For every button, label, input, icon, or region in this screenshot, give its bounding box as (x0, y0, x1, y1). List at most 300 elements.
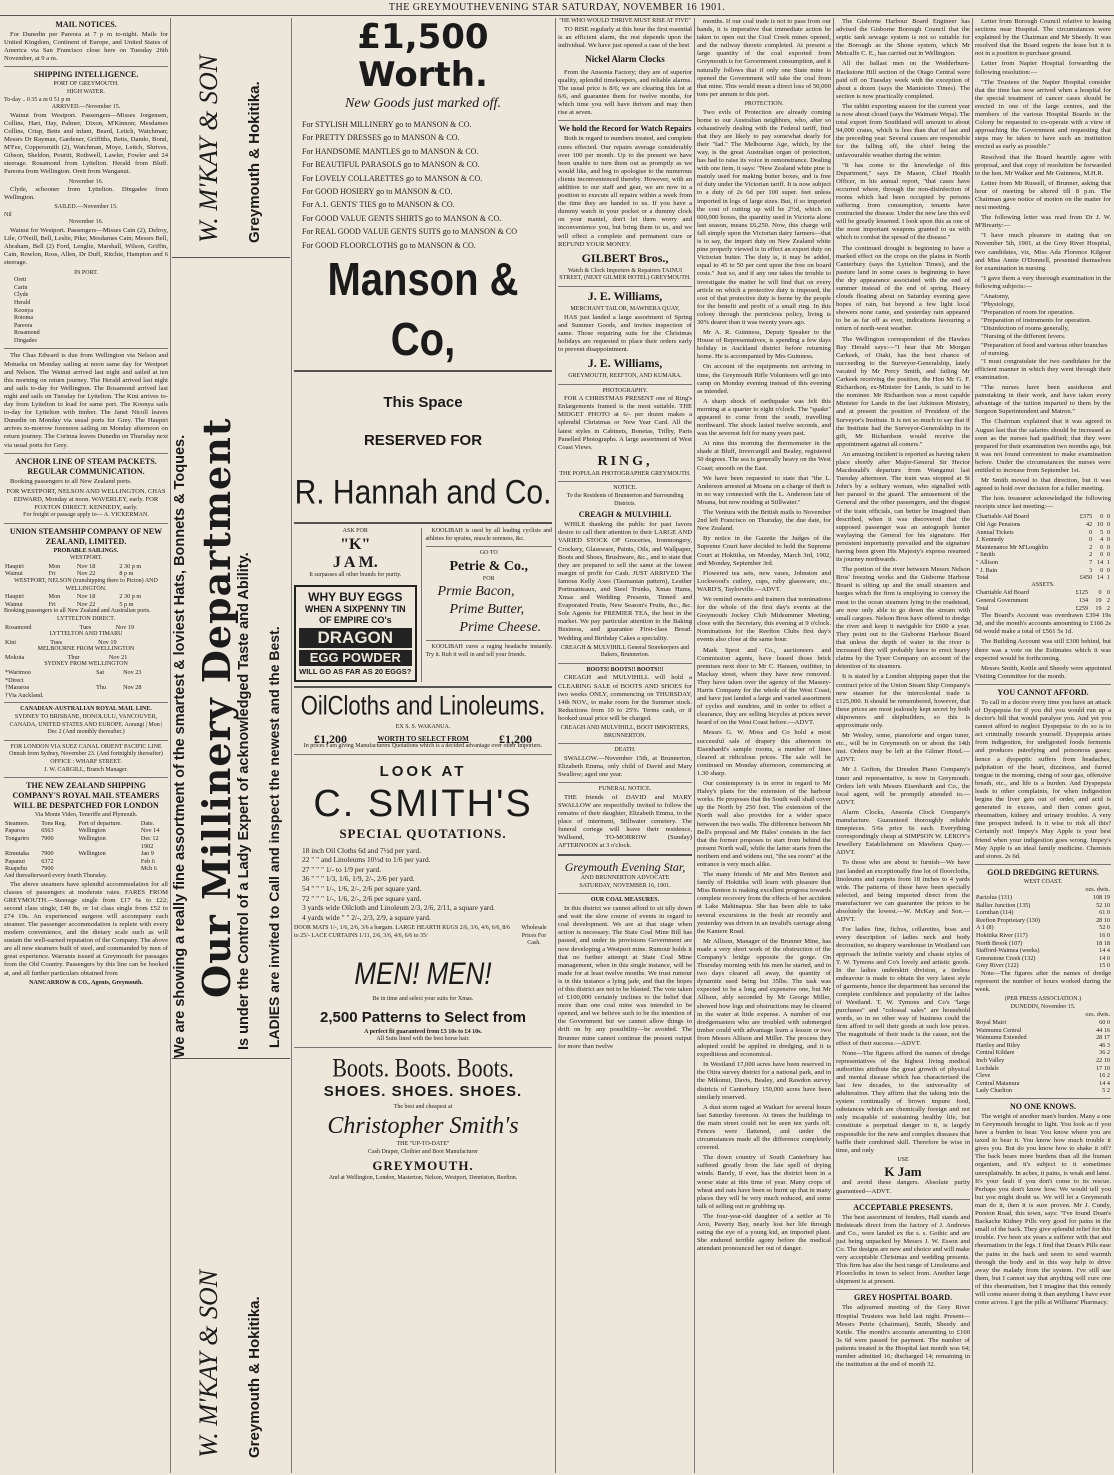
lyttelton-timaru-table (4, 639, 168, 647)
mkay-top: W. M'KAY & SON (194, 54, 223, 243)
millinery-department: Our Millinery Department (194, 417, 239, 998)
clyde-text: Clyde, schooner from Lyttelton. Dingadee from Wellington. (4, 186, 168, 202)
c6-p14: For ladies fine, fichus, collarettes, boas and every description of ladies neck and body decoration, no drapery warehouse in Westland can approach the infinite variety and chaste styles of T. W. Tymons and Co's lovely and artistic goods. In the ladies underskirt division, a tireless endeavour is made to obtain the very latest style of garments, hence the department has secured the complete confidence and popularity of the ladies of Westland. T. W. Tymons and Co's "large purchases" and "colossal sales" are household words, so in no other way of business could the firm afford to sell their goods at such low prices. The magnitude of their trade is the cause, not the effect of their success.—ADVT. (836, 926, 970, 1047)
dredge-row (975, 894, 1111, 902)
nzsc-row-cell: Tongariro (5, 834, 30, 842)
receipt-row (975, 544, 1111, 552)
no-one-knows-head: NO ONE KNOWS. (1009, 1101, 1076, 1111)
manson-item: For GOOD FLOORCLOTHS go to MANSON & CO. (302, 240, 476, 250)
manson-subhead: New Goods just marked off. (345, 96, 501, 111)
sydney-row-cell (95, 677, 122, 685)
look-at: LOOK AT (379, 762, 467, 780)
asset-row-cell: £259 (1075, 604, 1089, 612)
dunedin-row (975, 1049, 1111, 1057)
manson-item: For HANDSOME MANTLES go to MANSON & CO. (302, 146, 479, 156)
record-head: We hold the Record for Watch Repairs (558, 124, 692, 134)
arrived-text: Wainui from Westport. Passengers—Misses Jorgensen, Collins, Hart, Hay, Palmer, Dixon, M'Kinnon; Mesdames Collins, Crisp, Betts and infant, Beard, Leitch, Watchman; Messrs Dr Rayman, Gardener, Griffiths, Betts, Dando, Bond, M'Fee, Coppersmith (2), Watchman, Moye, Leitch, Shrives, Gibson, Sheldon, Pouritt, Rothwell, Lawler, Fowler and 24 steerage. Rosamond from Lyttelton. Herald from Bluff. Pareora from Wellington. Orett from Wanganui. (4, 111, 168, 176)
c6-p15: None—The figures afford the names of dredge representatives of the highest living medical authorities attribute the great growth of physical and mental disease which has characterised the last few decades, to the universality of adulteration. They affirm that the taking into the system continually of brown impure food, substances which are chemically foreign and not only incapable of sustaining healthy life, but constitute a perpetual danger to it, is largely responsible for the new and complex diseases that baffle their combined skill. Therefore be wise in time, and only (836, 1049, 970, 1154)
column-adverts (294, 18, 552, 1473)
c7-p12: Mr Smith moved to that direction, but it was agreed to hold over decision for a fuller meeting. (975, 477, 1111, 493)
dredge-row-cell: 14 4 (1099, 947, 1110, 955)
dredge-row (975, 940, 1111, 948)
dredge-row (975, 909, 1111, 917)
c5-p3: Mr A. R. Guinness, Deputy Speaker to the House of Representatives, is spending a few days holiday in Auckland district before returning home. He is accompanied by Mrs Guinness. (697, 329, 831, 361)
c5-p11: We remind owners and trainers that nominations for the whole of the first day's events at the Greymouth Jockey Club Midsummer Meeting, close with the Secretary, this evening at 9 o'clock. Nominations for the Reefton Clubs first day's events also close at the same hour. (697, 595, 831, 644)
wnw-row (4, 601, 168, 609)
receipt-row-cell: 2 (1089, 543, 1093, 551)
melbourne-head: MELBOURNE FROM WELLINGTON (37, 646, 135, 653)
receipt-row-cell: Maintenance Mr M'Loughlin (976, 543, 1048, 551)
control-line: Is under the Control of a Lady Expert of acknowledged Taste and Ability. (236, 552, 252, 1050)
dredge-row-cell: 28 10 (1096, 916, 1110, 924)
mats-text: DOOR MATS 1/-, 1/6, 2/6, 3/6 a bargain. LARGE HEARTH RUGS 2/6, 3/6, 4/6, 6/6, 8/6 to 25/- LACE CURTAINS 1/11, 2/6, 3/6, 4/6, 6/6 to 35/ (294, 925, 511, 939)
c6-p4: "It has come to the knowledge of this Department," says Dr Mason, Chief Health Officer, in his annual report, "that cases have occurred where, through the non-disinfection of rooms which had been occupied by persons suffering from consumption, tenants have contracted the disease. Under the new law this evil will be greatly lessened. I look upon this as one of the most important weapons granted to us with which to combat the spread of the disease." (836, 161, 970, 242)
cargill: J. W. CARGILL, Branch Manager. (44, 766, 128, 773)
dredge-table (975, 886, 1111, 970)
assets-head: ASSETS. (1031, 581, 1055, 588)
no-one-knows-text: The weight of another man's burden. Many a one in Greymouth brought to light. You look as if you have a burden to bear. You know where you are taxed to bear it. You know how much trouble it gives you. But do you know how to shake it off? The back bears more burdens than all the human organism, and it's subject to it sometimes unexplainably. In aches, it pains, is weak and lame. It's your fault if you don't come to its rescue. Perhaps you don't know how. We would tell you but you might doubt us. We will let a Greymouth man do it, then it is sure proven. Mr J. Cundy, Preston Road, this town, says: "I've found Doan's Backache Kidney Pills very good for pains in the small of the back. They give splendid relief for this trouble. I've been six years a sufferer with that and rheumatism in the legs. I find that Doan's Pills ease the pains in the back and seem to send warmth through the body and in this way help to drive away the malady from the system. I've still use them, but I cannot say that anything will cure one of this rheumatism, but I imagine that this remedy will come nearer doing it than anything I have ever come across. I got the pills at Williams' Pharmacy. (975, 1112, 1111, 1307)
c5-p16: Mr Allison, Manager of the Brunner Mine, has made a very short work of the obstruction of the Company's bridge opposite the gorge. On Thursday morning with his men he started, and in two days cleared all away, the quantity of dynamite used being but 35lbs. The task was expected to be a long and expensive one, but Mr Allison, ably seconded by Mr George Miller, showed how logs and obstructions may be cleared in the water at little expense. A number of our dredgemasters who are troubled with submerged timber could with advantage learn a lesson or two from Messrs Allison and Miller. The process they adopted could be applied in dredging, and it is expeditious and economical. (697, 937, 831, 1059)
c7-p3: "The Trustees of the Napier Hospital consider that the time has now arrived when a hospital for the special treatment of cancer cases should be erected in one of the large centres, and the members of the various Hospital Boards in the Colony be requested to co-operate with a view of approaching the Government and requesting that steps may be taken to have such an institution erected as early as possible." (975, 78, 1111, 151)
nzsc-table (4, 820, 168, 873)
anchor-line-title: ANCHOR LINE OF STEAM PACKETS. REGULAR COMMUNICATION. (15, 456, 157, 476)
union-title: UNION STEAMSHIP COMPANY OF NEW ZEALAND, LIMITED. (9, 526, 163, 546)
receipt-row-cell: 0 (1106, 543, 1110, 551)
receipt-row (975, 529, 1111, 537)
sydney-row-cell: Sat (96, 669, 105, 677)
c7-p7: "I have much pleasure in stating that on November 5th, 1901, at the Grey River Hospital, two candidates, viz, Miss Ada Florence Kilgour and Miss Annie O'Donnell, presented themselves for examination in nursing. (975, 232, 1111, 272)
asset-row (975, 605, 1111, 613)
c5-p20: The four-year-old daughter of a settler at Te Aroi, Paverty Bay, nearly lost her life through eating the eye of a young kid, an imported plant. She endured terrible agony before the medical attendant pronounced her out of danger. (697, 1212, 831, 1253)
wnw-table (4, 593, 168, 608)
nzsc-row-cell: Date. (140, 819, 155, 827)
subjects-list (975, 293, 1111, 358)
dunedin-row-cell: 5 2 (1102, 1087, 1110, 1095)
wnw-head: WESTPORT, NELSON (transhipping there to Picton) AND WELLINGTON. (14, 577, 158, 592)
c7-p4: Resolved that the Board heartily agree with proposal, and that copy of resolution be forwarded to the hon. Mr Walker and Mr Guinness, M.H.R. (975, 153, 1111, 177)
receipt-row-cell: 0 (1100, 551, 1104, 559)
mkay-bottom: W. M'KAY & SON (194, 1269, 223, 1458)
asset-row-cell: £125 (1075, 589, 1089, 597)
manson-item: For PRETTY DRESSES go to MANSON & CO. (302, 133, 460, 143)
koolibah-1: KOOLIBAH is used by all leading cyclists and athletes for sprains, muscle soreness, &c. (425, 528, 552, 542)
receipt-row-cell: Total (976, 574, 989, 582)
dredge-row-cell: Grey River (122) (976, 962, 1019, 970)
asset-row-cell: Charitable Aid Board (976, 589, 1029, 597)
canadian-head: CANADIAN-AUSTRALIAN ROYAL MAIL LINE. (20, 706, 152, 713)
receipt-row (975, 536, 1111, 544)
patterns: 2,500 Patterns to Select from (320, 1008, 526, 1026)
c5-p7: We have been requested to state that "the L. Anderson arrested at Moana on a charge of theft is in no way connected with the L. Anderson late of Moana, but now residing at Stillwater." (697, 474, 831, 506)
williams-2-sub: GREYMOUTH, REEFTON, AND KUMARA. (568, 373, 682, 379)
receipt-row-cell: 5 (1100, 528, 1104, 536)
mail-notices-text: For Dunedin per Pareora at 7 p m to-night. Mails for United Kingdom, Continent of Europe, and United States of America via San Francisco close here on Tuesday 26th November, at 9 a m. (4, 31, 168, 63)
nzsc-via: Via Monte Video, Teneriffe and Plymouth. (34, 812, 138, 819)
asset-row-cell: 134 (1078, 596, 1089, 604)
dunedin-row-cell: 36 2 (1099, 1049, 1110, 1057)
funeral-text: THE friends of DAVID and MARY SWALLOW are respectfully invited to follow the remains of their daughter, Elizabeth Emma, to the place of interment, Stillwater cemetery. The funeral cortege will leave their residence, Wallsend, TO-MORROW (Sunday) AFTERNOON at 3 o'clock. (558, 793, 692, 850)
c6-p6: The Wellington correspondent of the Hawkes Bay Herald says:—"I hear that Mr Morgan Carkeek, of Otaki, has the best chance of succeeding to the Surveyor-Generalship, lately vacated by Mr Percy Smith, and failing Mr Carkeek receiving the position, the Hon Mr G. F. Richardson, ex-Minister for Lands, is said to be the nominee. Mr Richardson was a most capable Minister for Lands in the last Atkinson Ministry, and at present the position of President of the Surveyor's Institute. It is not so much to say that if the Institute had the Surveyor-Generalship in its gift, Mr Richardson would receive the appointment against all comers." (836, 335, 970, 448)
k-brand: "K" (340, 535, 371, 553)
dunedin-row-cell: 14 4 (1099, 1079, 1110, 1087)
c5-p4: On account of the equipments not arriving in time, the Greymouth Rifle Volunteers will go into camp on Monday evening instead of this evening as intended. (697, 363, 831, 395)
c7-p13: The hon. treasurer acknowledged the following receipts since last meeting:— (975, 495, 1111, 511)
nzsc-row-cell: Nov 14 (140, 827, 160, 835)
column-6 (836, 18, 970, 1473)
c5-p6: At nine this morning the thermometer in the shade at Bluff, Invercargill and Bealey, registered 50 degrees. The sea is generally heavy on the West Coast; smooth on the East. (697, 440, 831, 472)
c6-p8: The portion of the river between Messrs Nelson Bros' freezing works and the Gisborne Harbour Board is silting up and the small steamers and barges which the firm is employing to convey the meat to the ocean steamers lying in the roadstead, are now only able to go down the stream with small cargoes. Nelson Bros have offered to dredge the river and keep it navigable for £600 a year. They point out to the Gisborne Harbour Board that unless the depth of water in the river is increased they will probably have to erect heavy claims by the Tyser Company on account of the detention of its steamers. (836, 566, 970, 671)
c6-p7: An amusing incident is reported as having taken place shortly after Major-General Sir Hector Macdonald's departure from Wanganui last Tuesday afternoon. The train was stopped at St John's by a solitary woman, who signalled with her parasol to the guard. The amusement of the General and the other passengers, and the disgust of the train officials, can better be imagined than described, when it was discovered that the supposed passenger was an autograph hunter waylaying the General for his signature. Her persistent importunity prevailed and the signature having been given His Majesty's express resumed its journey northwards. (836, 450, 970, 564)
melbourne-row-cell: Nov 21 (108, 653, 128, 661)
anchor-text: Booking passengers to all New Zealand ports. (10, 477, 132, 485)
millinery-advert (172, 18, 290, 1473)
go-to: GO TO (479, 550, 498, 557)
west-coast-head: WEST COAST. (1023, 878, 1063, 885)
dunedin-row-cell: Central Matanura (976, 1079, 1020, 1087)
wnw-row (4, 593, 168, 601)
dredge-row (975, 902, 1111, 910)
dunedin-row-cell: 17 10 (1096, 1064, 1110, 1072)
quote-line: 22 " " and Linoleums 10½d to 1/6 per yard. (302, 855, 431, 865)
c6-p12: Alarm Clocks, Ansonia Clock Company's manufacture. Guaranteed thoroughly reliable timepieces. 5/6s price 6s each. Everything correspondingly cheap at SIMPSON W. LEROY's Jewellery Establishment on Mawhera Quay.—ADVT. (836, 808, 970, 857)
nzsc-row-cell: Dec 12 (140, 834, 159, 842)
anchor-agent: For freight or passage apply to— A. VICKERMAN. (23, 511, 149, 518)
sydney-row-cell (95, 692, 122, 700)
men-sub: Be in time and select your suits for Xmas. (372, 996, 474, 1003)
receipt-row-cell: Old Age Pensions (976, 521, 1021, 529)
exam-subject: "Preparation of food and various other branches of nursing. (981, 341, 1108, 357)
receipt-row-cell: 14 (1096, 559, 1104, 566)
showing-line: We are showing a really fine assortment of the smartest & loviest Hats, Bonnets & Toques. (172, 434, 188, 1058)
place-bottom: Greymouth & Hokitika. (246, 1296, 263, 1458)
receipt-row (975, 567, 1111, 575)
hospital-text: The adjourned meeting of the Grey River Hospital Trustees was held last night. Present—Messrs Petrie (chairman), Smith, Sheedy and Kettle. The month's accounts amounting to £160 3s 6d were passed for payment. The number of patients treated in the Hospital last month was 64; number admitted 16; discharged 14; remaining in the institution at the end of month 32. (836, 1304, 970, 1369)
asset-row-cell: 0 (1098, 589, 1102, 597)
record-text: Both in regard to numbers treated, and complete cures effected. Our repairs average considerably over 100 per month. Up to the present we have been unable to turn them out as promptly as we would like, and beg to apologise to the numerous clients inconvenienced thereby. However, with an addition to our staff and gear, we are now in a position to execute all repairs within a week from the time they are handed to us. If you have a dummy watch in your pocket or a dummy clock on your mantel, don't let them worry and inconvenience you, but bring them to us, and we will effect a complete and permanent cure or REFUND YOUR MONEY. (558, 135, 692, 248)
dunedin-table (975, 1011, 1111, 1095)
nzsc-row-cell: Rimutaka (5, 850, 30, 858)
dunedin-row-cell: Waimumu Extended (976, 1034, 1027, 1042)
westport-row-cell: Nov 18 (76, 562, 96, 570)
nickel-text: From the Ansonia Factory; they are of superior quality, splendid timekeepers, and reliable alarms. The usual price is 8/6; we are clearing this lot at 6/6, and guarantee them for twelve months, for which time you will have thriven and may then rise at seven. (558, 68, 692, 117)
nzsc-row-cell: 7900 (41, 865, 54, 873)
receipt-row-cell: 3 (1089, 566, 1093, 574)
williams-2: J. E. Williams, (587, 356, 663, 370)
sydney-row-cell (122, 692, 168, 700)
dredge-row-cell: 14 0 (1099, 954, 1110, 962)
asset-row (975, 597, 1111, 605)
branches: And at Wellington, London, Masterton, Nelson, Westport, Denniston, Reefton. (328, 1174, 518, 1181)
receipt-row (975, 551, 1111, 559)
c5-p10: Flowered tea sets, new vases, Johnston and Lockwood's cutlery, cups, ruby glassware, etc., WARD'S, Taylorville.—ADVT. (697, 569, 831, 593)
boots-sign: CREAGH AND MULVIHILL, BOOT IMPORTERS, BRUNNERTON. (560, 724, 690, 739)
exam-subject: "Disinfection of rooms generally, (981, 325, 1069, 333)
c5-p18: A dust storm raged at Waikari for several hours last Saturday forenoon. At times the buildings in the main street could not be seen ten yards off. Fences were flattened, and under the circumstances made all the difference completely covered. (697, 1103, 831, 1152)
sailed-head: SAILED.—November 15. (54, 204, 118, 211)
ship-name: Pareora (14, 322, 33, 329)
receipt-row-cell: 0 (1106, 528, 1110, 536)
koolibah-2: KOOLIBAH cures a raging headache instantly. Try it. Rub it well in and tell your friends. (425, 644, 552, 659)
lyttelton-row-cell: Tues (79, 623, 92, 631)
receipt-row (975, 559, 1111, 567)
manson-item: For REAL GOOD VALUE GENTS SUITS go to MANSON & CO (302, 227, 517, 237)
c5-p1: months. If our coal trade is not to pass from our hands, it is imperative that immediate action be taken to open out the Coal Creek mines opened, and the railway thereto completed. At present a large quantity of the coal exported from Greymouth is for Government consumption, and it naturally follows that if only one State mine is opened the Government will take the coal from that mine. This would mean a direct loss of 50,000 tons per annum to this port. (697, 18, 831, 98)
column-5 (697, 18, 831, 1473)
receipt-row-cell: 0 (1106, 536, 1110, 544)
receipt-row-cell: £450 (1079, 574, 1093, 582)
evening-star-sub: AND BRUNNERTON ADVOCATE (580, 875, 670, 882)
westport-table (4, 563, 168, 578)
dredge-row-cell: 18 18 (1096, 939, 1110, 947)
ship-name: Dingadee (14, 337, 37, 344)
wnw-row-cell: Nov 22 (76, 600, 96, 608)
receipt-row-cell: Charitable Aid Board (976, 513, 1029, 521)
mail-notices-title: MAIL NOTICES. (55, 20, 117, 29)
eggs-line2: WHEN A SIXPENNY TIN (304, 604, 406, 615)
sydney-row (4, 692, 168, 700)
ladies-line: LADIES are invited to Call and inspect the newest and the Best. (266, 626, 282, 1048)
c7-p14: The Board's Account was overdrawn £394 19s 3d, and the month's accounts amounting to £166 2s 6d would make a total of £561 5s 1d. (975, 612, 1111, 636)
asset-row-cell: 19 (1095, 604, 1102, 612)
kjam-title: K Jam (884, 1164, 922, 1180)
sydney-row-cell (122, 677, 168, 685)
nzsc-row (4, 820, 168, 828)
anchor-routes: FOR WESTPORT, NELSON AND WELLINGTON. CHAS EDWARD, Monday at noon. WAVERLEY, early. FOR FOXTON DIRECT. KENNEDY, early. (6, 487, 166, 511)
receipt-row-cell: " Smith (976, 551, 995, 559)
nzsc-row-cell: Jan 9 (140, 850, 154, 858)
today-tide: To-day .. 0 35 a m 0 51 p m (4, 96, 71, 103)
manson-item: For STYLISH MILLINERY go to MANSON & CO. (302, 120, 472, 129)
nzsc-row-cell: Wellington (78, 827, 106, 835)
dunedin-row (975, 1019, 1111, 1027)
ship-name: Oreti (14, 277, 27, 284)
death-text: SWALLOW.—November 15th, at Brunnerton, Elizabeth Emma, only child of David and Mary Swallow; aged one year. (558, 754, 692, 778)
masthead: THE GREYMOUTHEVENING STAR SATURDAY, NOVEMBER 16 1901. (0, 2, 1114, 16)
sydney-row-cell: *Warimoo (5, 669, 31, 677)
dredge-row-cell: 52 10 (1096, 901, 1110, 909)
lyttelton-row-cell: Nov 19 (115, 623, 135, 631)
c7-p1: Letter from Borough Council relative to leasing sections near Hospital. The circumstances were explained by the Chairman and Mr Sheedy. It was resolved that the Board regrets the lease but it is not in a position to purchase ground. (975, 18, 1111, 58)
nzsc-row (4, 835, 168, 843)
nzsc-row-cell (77, 858, 140, 866)
wnw-row-cell: 5 p m (119, 600, 134, 608)
westport-row-cell: 2 30 p m (119, 562, 142, 570)
gilbert-text: Watch & Clock Importers & Repairers TAINUI STREET, (NEXT GILMER HOTEL) GREYMOUTH. (559, 267, 691, 282)
photo-head: PHOTOGRAPHY. (602, 387, 648, 394)
exam-subject: "Preparation of room for operation. (981, 309, 1075, 317)
c5-p15: The many friends of Mr and Mrs Renton and family of Hokitika will learn with pleasure that Miss Renton is making excellent progress towards complete recovery from the effects of her accident at Lake Mahinapua. She has been able to take several excursions in the fresh air recently and yesterday was driven in an invalid's carriage along the Kaniere Road. (697, 871, 831, 935)
nzsc-row-cell: Tons Reg. (41, 819, 67, 827)
c5-p2: Two evils of Protection are already coming home to our Australian neighbors, who, after so exhaustively dealing with the Federal tariff, find that they are likely to pay somewhat dearly for their "fad." The Melbourne Age, which, by the way, is the great Australian organ of protection, has had to raise its voice in remonstrance. Dealing with one item, it says: "New Zealand white pine is mainly used for making butter boxes, and is free of duty under the Victorian tariff. It is now subject to a duty of 2s 6d per 100 super. feet unless imported in logs of large sizes. But, if so imported the cost of cutting up will be 2½d, which on 600,000 boxes, the quantity used in Victoria alone last season, means £6,250. Now, this charge will fall simply upon the Victorian dairy farmers—that is to say, the import duty on New Zealand white pine properly viewed is in effect an export duty on Victorian butter. The duty is, it may be added, equal to 45 to 50 per cent upon the free on board costs." Just so, and if any one takes the trouble to investigate the matter he will find that on every article on which a protective duty is imposed, the cost of that protective duty is borne by the people for the benefit and profit of a small ring. In this colony through the pernicious policy, living is 30% dearer than it was twenty years ago. (697, 108, 831, 326)
place-top: Greymouth & Hokitika. (246, 81, 263, 243)
c6-p5: The continued drought is beginning to have a marked effect on the crops on the plains in North Canterbury (says the Lyttelton Times), and the pasture land in some cases is beginning to have the dry appearance associated with the end of summer instead of the end of spring. Heavy clouds floating about on Saturday evening gave hopes of rain, but beyond a few light local showers none came, and yesterday rain appeared to be as far off as ever, indications favouring a return of north-west weather. (836, 244, 970, 333)
quote-line: 4 yards wide " " 2/-, 2/3, 2/9, a square yard. (302, 912, 431, 922)
c6-p10: Mr Wesley, some, pianoforte and organ tuner, etc., will be in Greymouth on or about the 14th inst. Orders may be left at the Gilmer Hotel.—ADVT. (836, 732, 970, 764)
creagh-head: CREAGH & MULVIHILL (578, 510, 672, 520)
death-head: DEATH. (614, 747, 636, 754)
nzsc-row (4, 858, 168, 866)
receipt-row-cell: 7 (1089, 559, 1093, 566)
lyttelton-timaru-row (4, 639, 168, 647)
canadian-text: SYDNEY TO BRISBANE, HONOLULU, VANCOUVER, CANADA, UNITED STATES AND EUROPE. Aorangi | Mon | Dec 2 (And monthly thereafter.) (9, 714, 163, 736)
dunedin-row-cell (975, 1011, 1065, 1019)
butter: Prime Butter, (449, 602, 525, 618)
ring-name: RING, (597, 453, 653, 469)
coal-text: In this district we cannot afford to sit idly down and wait the slow course of events in regard to coal development. We are at that stage when action is necessary. The State Coal Mine Bill has passed, and under its provisions Government are now developing a Westport mine. Rumour holds it that no further attempt at State Coal Mine management, when in this single instance, will be made for at least twelve months. We trust rumour is in this instance a lying jade, and that the hopes of this district are not to be blasted. The vote taken of £100,000 certainly inclines to the belief that more than one coal mine was intended to be opened, and we believe such to be the intention of the Government but we cannot allow things to drift on by any possibility—be avoided. The Brunner mine cannot continue the present output for more than twelve (558, 905, 692, 1050)
c6-p9: It is stated by a London shipping paper that the contract price of the Union Steam Ship Company's new steamer for the intercolonial trade is £125,000. It should be remembered, however, that these prices are most jealously kept secret by both shipowners and shipbuilders, so this is approximate only. (836, 673, 970, 729)
eggs-line5: EGG POWDER (299, 650, 412, 666)
receipt-row-cell: 0 (1100, 513, 1104, 521)
wnw-row-cell: 2 30 p m (119, 593, 142, 601)
dredge-row-cell: North Brook (107) (976, 939, 1023, 947)
receipt-row-cell: 0 (1089, 528, 1093, 536)
c7-p6: The following letter was read from Dr J. W. M'Brearty:— (975, 214, 1111, 230)
c7-p16: Messrs Smith, Kettle and Sheedy were appointed Visiting Committee for the month. (975, 664, 1111, 680)
notice-sub: To the Residents of Brunnerton and Surrounding Districts. (566, 493, 684, 507)
nzsc-row-cell: 6563 (41, 827, 54, 835)
dredge-row-cell (975, 886, 1072, 894)
probable-sailings: PROBABLE SAILINGS. (53, 547, 119, 554)
petrie: Petrie & Co., (449, 558, 529, 574)
cannot-afford-text: To call in a doctor every time you have an attack of Dyspepsia for if you did you would run up a doctor's bill that would paralyse you. And yet you cannot afford to neglect Dyspepsia: to do so is to act criminally towards yourself. Dyspepsia arises from indigestion, for undigested foods ferments and produces putrefying and poisonous gases; hence a dyspeptic suffers from headaches, palpitation of the heart, dizziness, and furred tongue in the morning, rising of sour gas, offensive breath, etc., and life is a burden. And Dyspepsia leads to other complaints, for when indigestion begins the liver gets out of order, and acid is generated in excess, and then comes gout, rheumatism, kidney and urinary troubles. A very fine prospect indeed. Is it wise to risk all this? Certainly not! Impey's May Apple is your best friend when your indigestion goes wrong. Impey's May Apple is an ideal family medicine. Chemists and stores. 2s 6d. (975, 698, 1111, 860)
dunedin-row (975, 1027, 1111, 1035)
wnw-row-cell: Mon (48, 593, 61, 601)
press-assoc: (PER PRESS ASSOCIATION.) (1004, 996, 1082, 1003)
c7-p11: The Chairman explained that it was agreed in August last that the salaries should be increased as soon as the nurses had qualified; that they were prepared for their examination two months ago, but it was not found convenient to make examination before. Under the circumstances the nurses were entitled to increase from September 1st. (975, 418, 1111, 474)
cheese: Prime Cheese. (459, 620, 542, 636)
nzsc-row-cell: Wellington (78, 834, 106, 842)
receipt-row (975, 574, 1111, 582)
nzsc-row-cell: Steamers. (5, 819, 30, 827)
exam-subject: "Anatomy, (981, 293, 1010, 300)
quotes-list (294, 846, 552, 923)
c5-p13: Messrs G. W. Moss and Co hold a most successful sale of drapery this afternoon in Eisenhardt's sample rooms, a number of lines cleared at ridiculous prices. The sale will be continued on Monday afternoon, commencing at 1.30 sharp. (697, 729, 831, 777)
dunedin-row-cell: Inch Valley (976, 1056, 1005, 1064)
nzsc-text: The above steamers have splendid accommodation for all classes of passengers at moderate rates. FARES FROM GREYMOUTH.—Steerage single from £17 6s to £22; second class single, £40 8s, or 1st class single from £52 to £74 19s. An experienced surgeon will accompany each steamer. The passenger accommodation is replete with every modern convenience, and the dietary scale such as will sustain the well-earned reputation of the Company. The above are all new steamers built of steel, and commanded by men of great experience. Warrants issued at Greymouth for passages from the Old Country. Passengers by this line can be booked at, and all further particulars obtained from (4, 880, 168, 977)
nzsc-row-cell: Papanui (5, 857, 25, 865)
c6-p11: Mr J. Gofton, the Dresden Piano Company's tuner and representative, is now in Greymouth. Orders left with Messrs Eisenhardt and Co., the local agent, will be promptly attended to.—ADVT. (836, 766, 970, 806)
column-7 (975, 18, 1111, 1473)
wnw-row-cell: Haupiri (5, 593, 24, 601)
c5-p19: The down country of South Canterbury has suffered greatly from the late spell of drying winds. Barely, if ever, has the district been in a worse state at this time of year. Many crops of wheat and oats have been so burnt up that in many places they will be very much reduced, and some talk of selling out or grubbing up. (697, 1154, 831, 1210)
williams-1-text: HAS just landed a large assortment of Spring and Summer Goods, and invites inspection of same. Those requiring suits for the Christmas holidays are requested to place their orders early to prevent disappointment. (558, 313, 692, 353)
receipt-row-cell: 0 (1106, 521, 1110, 529)
c5-p14: Our contemporary is in error in regard to Mr Haley's plans for the extension of the harbour works. He proposes that the South wall shall cover up the North by 250 feet. The extension of the North wall also provides for a wider space between the two walls. The difference between Mr Bell's proposal and Mr Hales' consists in the fact that the former proposes to start from behind the present North wall, while the latter starts from the northern end and widens out, "the sea room" at the entrance is very much alike. (697, 780, 831, 868)
lyttelton-row-cell: Rosamond (5, 623, 32, 631)
bacon: Prmie Bacon, (437, 584, 515, 600)
receipt-row-cell: " Allison (976, 559, 998, 566)
shipping-title: SHIPPING INTELLIGENCE. (33, 70, 139, 80)
receipt-row-cell: 42 (1086, 521, 1093, 529)
dunedin-row-cell: Hartley and Riley (976, 1041, 1020, 1049)
receipt-row-cell: 14 (1096, 574, 1104, 582)
select-text: In prices I am giving Manufacturers Quotations which is a decided advantage over other Importers. (303, 742, 543, 749)
nzsc-row-cell (40, 843, 77, 851)
london-head: FOR LONDON VIA SUEZ CANAL ORIENT PACIFIC LINE (10, 743, 162, 750)
boots-text: CREAGH and MULVIHILL will hold a CLEARING SALE of BOOTS AND SHOES for two weeks ONLY, commencing on THURSDAY, 14th NOV., to make room for the Summer stock. Reductions from 10 to 25%. Terms cash, or if booked usual price will be charged. (558, 674, 692, 722)
c7-p8: "I gave them a very thorough examination in the following subjects:— (975, 274, 1111, 290)
dredge-row-cell: Reefton Proprietary (130) (976, 916, 1040, 924)
lyttelton-head: LYTTELTON DIRECT. (57, 615, 115, 622)
nzsc-row-cell: Port of departure. (78, 819, 122, 827)
c5-p17: In Westland 17,000 acres have been reserved in the Otira survey district for a national park, and in the Mikonui, Davis, Bealey, and Rawdon survey districts of Canterbury 150,000 acres have been similarly reserved. (697, 1061, 831, 1101)
dunedin-row (975, 1034, 1111, 1042)
lyttelton-timaru-head: LYTTELTON AND TIMARU (49, 631, 123, 638)
egg-powder-advert (294, 585, 417, 682)
this-space: This Space (383, 394, 463, 412)
dunedin-row (975, 1011, 1111, 1019)
melbourne-row-cell: Thur (67, 653, 80, 661)
receipts-table (975, 513, 1111, 581)
ship-name: Carin (14, 284, 28, 291)
dunedin-row-cell: 46 3 (1099, 1041, 1110, 1049)
c7-p5: Letter from Mr Russell, of Brunner, asking that hour of meeting be altered till 8 p.m. The Chairman gave notice of motion on the matter for next meeting. (975, 179, 1111, 212)
c6-p3: The rabbit exporting season for the current year is now about closed (says the Waimate Wepa). The total export from Southland will amount to about 94,000 crates, which is less than that of last and the preceding year. Several causes are responsible for the falling off, the chief being the unfavourable weather during the winter. (836, 102, 970, 159)
receipt-row-cell: 0 (1106, 566, 1110, 574)
c6-p2: All the ballast men on the Wedderburn-Hackstone Hill section of the Otago Central were paid off on Tuesday week with the exception of about a dozen (says the Maniototo Times). The section is now practically completed. (836, 60, 970, 100)
nov16: November 16. (68, 178, 104, 185)
up-to-date: THE "UP-TO-DATE" (396, 1141, 450, 1148)
dunedin-row (975, 1065, 1111, 1073)
nzsc-row-cell: Wellington (78, 850, 106, 858)
ask-for: ASK FOR (342, 528, 368, 535)
thrive-head: "HE WHO WOULD THRIVE MUST RISE AT FIVE" (559, 18, 691, 24)
asset-row-cell: 0 (1106, 589, 1110, 597)
sydney-head: SYDNEY FROM WELLINGTON (44, 661, 128, 668)
sydney-row-cell: *Direct (5, 676, 24, 684)
nzsc-row-cell: Paparoa (5, 827, 25, 835)
dredge-row (975, 924, 1111, 932)
photo-text: FOR A CHRISTMAS PRESENT one of Ring's Enlargements framed is the most suitable. THE MIDGET PHOTO at 6/- per dozen makes a splendid Christmas or New Year Card. All the latest styles in Cabinets, Bonetas, Trilby, Paris Panelled Photographs. A large assortment of West Coast Views. (558, 395, 692, 451)
ship-name: Rosamond (14, 330, 40, 337)
dunedin-row-cell: Central Kildare (976, 1049, 1015, 1057)
hannah-name: R. Hannah and Co. (294, 473, 552, 512)
boots-head: BOOTS! BOOTS!! BOOTS!!! (586, 666, 664, 673)
london-text: Omrah from Sydney, November 23. (And fortnightly thereafter) (9, 751, 163, 758)
westport-row-cell: Fri (48, 570, 56, 578)
exam-subject: "Nursing of the different fevers. (981, 333, 1066, 341)
eggs-line3: OF EMPIRE CO's (318, 615, 392, 626)
sydney-row-cell: Nov 23 (123, 669, 142, 677)
receipt-row-cell: " J. Bain (976, 566, 998, 574)
hospital-head: GREY HOSPITAL BOARD. (853, 1293, 952, 1303)
dredge-row-cell: Pactolus (131) (976, 893, 1012, 901)
lyttelton-timaru-row-cell: Tues (50, 638, 63, 646)
protection-head: PROTECTION. (744, 100, 784, 107)
jam-sub: It surpasses all other brands for purity. (309, 571, 402, 578)
lyttelton-timaru-row-cell: Nov 19 (98, 638, 117, 646)
receipt-row-cell: Annual Tickets (976, 528, 1014, 536)
receipt-row (975, 513, 1111, 521)
quote-line: 36 " " " 1/3, 1/6, 1/9, 2/-, 2/6 per yard. (302, 874, 415, 884)
nzsc-row-cell: Feb 6 (140, 857, 155, 865)
wnw-row-cell: Wainui (5, 600, 23, 608)
dunedin-row-cell: 28 17 (1096, 1034, 1110, 1042)
nickel-clocks: Nickel Alarm Clocks (585, 53, 665, 64)
sydney-row (4, 677, 168, 685)
dredge-row-cell: Greenstone Creek (132) (976, 954, 1036, 962)
office: OFFICE : WHARF STREET. (50, 759, 122, 765)
smiths-name: C. SMITH'S (313, 782, 533, 825)
evening-star-title: Greymouth Evening Star, (564, 860, 686, 875)
dunedin-row-cell: Lochdale (976, 1064, 1000, 1072)
asset-row (975, 589, 1111, 597)
in-port: IN PORT. (74, 269, 98, 276)
receipt-row-cell: 1 (1106, 559, 1110, 566)
dunedin-row (975, 1080, 1111, 1088)
sydney-table (4, 669, 168, 699)
williams-1-sub: MERCHANT TAILOR, MAWHERA QUAY, (570, 305, 680, 312)
